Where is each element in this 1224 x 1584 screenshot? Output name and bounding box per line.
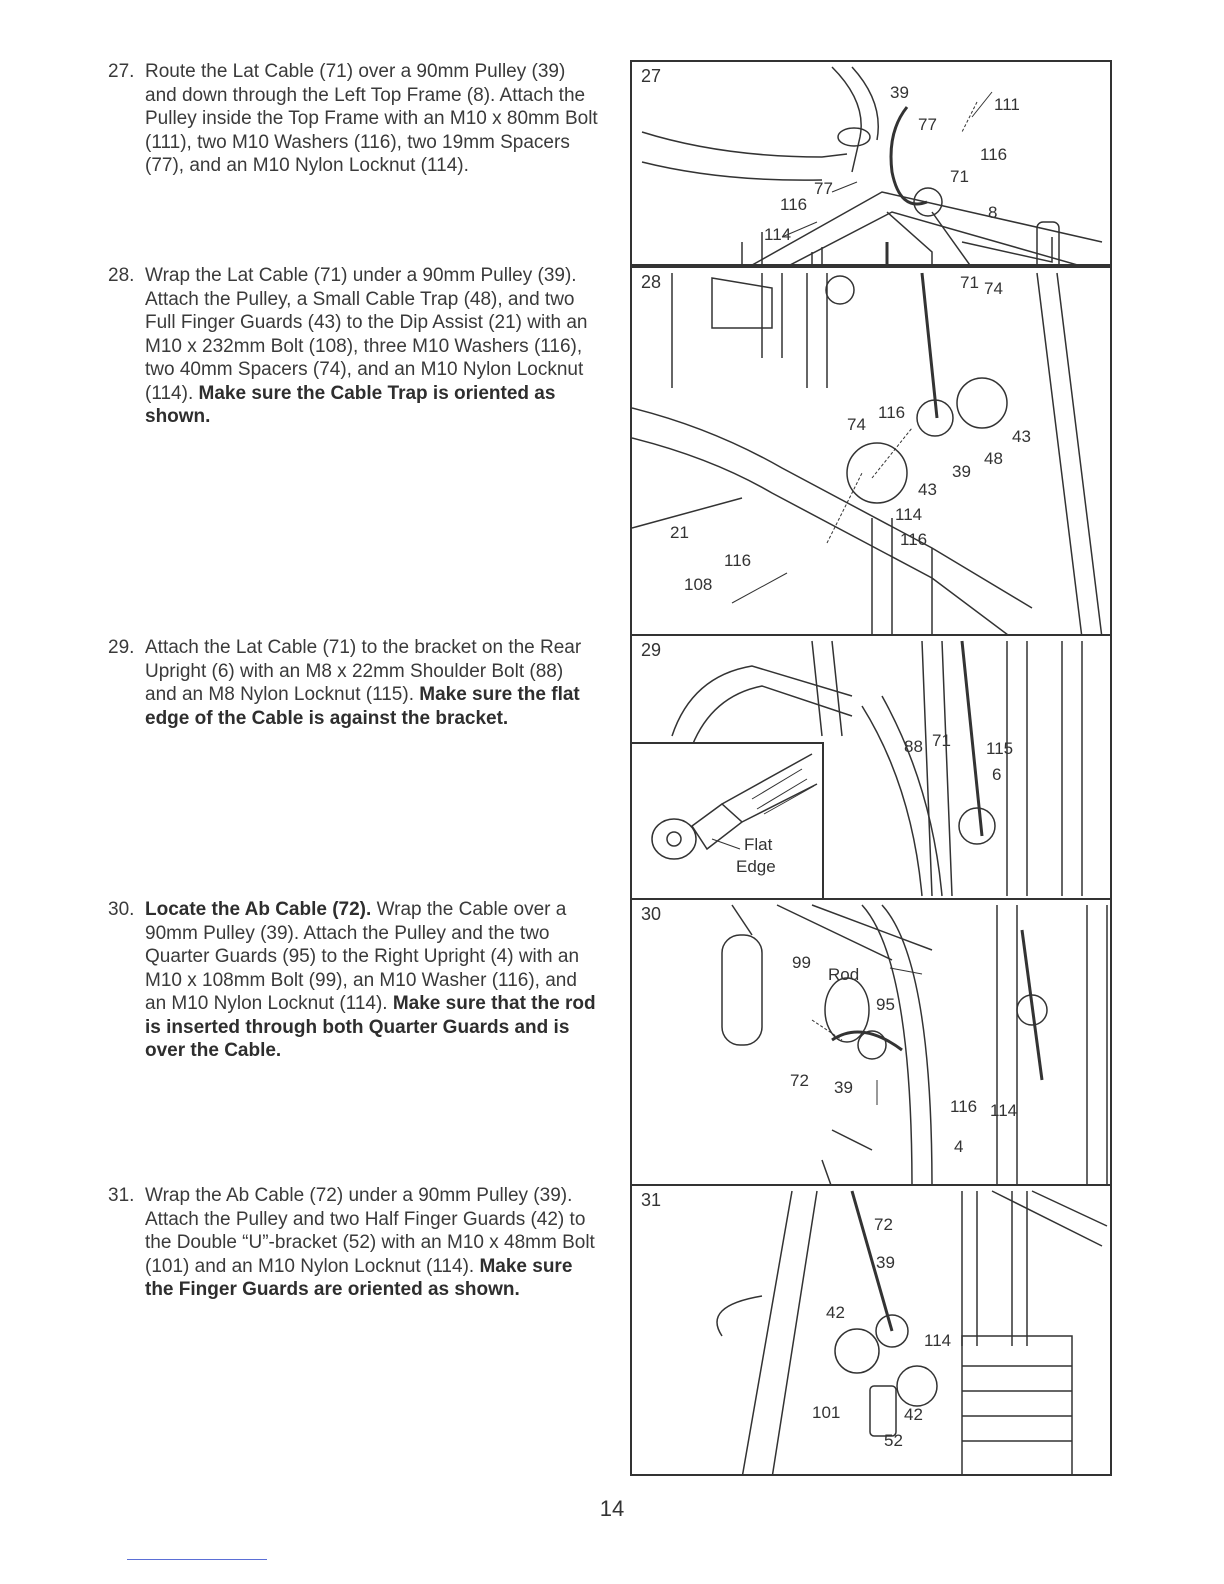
step-text: Wrap the Ab Cable (72) under a 90mm Pulley (39). Attach the Pulley and two Half Finger Guards (42) to the Double “U”-bracket (52) with an M10 x 48mm Bolt (101) and an M10 Nylon Locknut (114). — [145, 1185, 595, 1277]
label: 8 — [988, 203, 998, 222]
label: 111 — [994, 95, 1020, 114]
step-31 — [108, 1184, 598, 1302]
step-warning: Make sure the flat edge of the Cable is against the bracket. — [145, 684, 580, 729]
label: 116 — [878, 403, 906, 422]
label: 72 — [874, 1215, 893, 1234]
step-warning: Make sure the Cable Trap is oriented as shown. — [145, 382, 556, 427]
step-warning: Make sure the Finger Guards are oriented as shown. — [145, 1255, 573, 1300]
label: 77 — [814, 179, 833, 198]
figure-30-illustration — [632, 900, 1112, 1186]
label: 71 — [960, 273, 979, 292]
step-warning: Make sure that the rod is inserted through both Quarter Guards and is over the Cable. — [145, 993, 596, 1061]
figure-31 — [630, 1184, 1112, 1476]
figure-number: 29 — [641, 640, 662, 660]
step-number: 30. — [108, 899, 135, 920]
label: 39 — [952, 462, 971, 481]
page-number: 14 — [599, 1496, 625, 1521]
step-number: 29. — [108, 637, 135, 658]
step-text: Wrap the Lat Cable (71) under a 90mm Pulley (39). Attach the Pulley, a Small Cable Trap (48), and two Full Finger Guards (43) to the Dip Assist (21) with an M10 x 232mm Bolt (108), three M10 Washers (116), two 40mm Spacers (74), and an M10 Nylon Locknut (114). — [145, 265, 588, 404]
figure-30 — [630, 898, 1112, 1186]
label: 114 — [895, 505, 923, 524]
figure-27-illustration — [632, 62, 1112, 266]
step-text: Wrap the Cable over a 90mm Pulley (39). Attach the Pulley and the two Quarter Guards (95) to the Right Upright (4) with an M10 x 108mm Bolt (99), an M10 Washer (116), and an M10 Nylon Locknut (114). — [145, 899, 580, 1014]
label: 116 — [950, 1097, 978, 1116]
figure-number: 31 — [641, 1190, 662, 1210]
label: 74 — [984, 279, 1003, 298]
label: 77 — [918, 115, 937, 134]
label: 88 — [904, 737, 923, 756]
label: 43 — [918, 480, 937, 499]
label: 114 — [990, 1101, 1018, 1120]
figure-number: 27 — [641, 66, 662, 86]
label: 39 — [876, 1253, 895, 1272]
figure-27 — [630, 60, 1112, 266]
label: 116 — [780, 195, 808, 214]
figure-number: 30 — [641, 904, 662, 924]
step-text: Attach the Lat Cable (71) to the bracket on the Rear Upright (6) with an M8 x 22mm Shoulder Bolt (88) and an M8 Nylon Locknut (115). — [145, 637, 582, 705]
label: 114 — [764, 225, 792, 244]
label: 43 — [1012, 427, 1031, 446]
label: 99 — [792, 953, 811, 972]
label: 6 — [992, 765, 1002, 784]
label: 71 — [950, 167, 969, 186]
label: 116 — [900, 530, 928, 549]
step-number: 31. — [108, 1185, 135, 1206]
figure-29 — [630, 634, 1112, 900]
label: 72 — [790, 1071, 809, 1090]
step-number: 27. — [108, 61, 135, 82]
label: 71 — [932, 731, 951, 750]
flat-edge-label: Edge — [736, 857, 776, 876]
label: 116 — [724, 551, 752, 570]
figure-28-illustration — [632, 268, 1112, 636]
label: 101 — [812, 1403, 841, 1422]
step-28 — [108, 264, 598, 429]
label: 114 — [924, 1331, 952, 1350]
label: 21 — [670, 523, 689, 542]
step-text: Route the Lat Cable (71) over a 90mm Pulley (39) and down through the Left Top Frame (8). Attach the Pulley inside the Top Frame with an M10 x 80mm Bolt (111), two M10 Washers (116), two 19mm Spacers (77), and an M10 Nylon Locknut (114). — [145, 61, 598, 176]
step-30 — [108, 898, 598, 1063]
footer-rule — [127, 1559, 267, 1560]
label: 52 — [884, 1431, 903, 1450]
flat-edge-label: Flat — [744, 835, 773, 854]
label: Rod — [828, 965, 860, 984]
step-lead: Locate the Ab Cable (72). — [145, 899, 372, 920]
flat-edge-inset — [632, 742, 824, 898]
label: 108 — [684, 575, 713, 594]
label: 115 — [986, 739, 1014, 758]
step-27 — [108, 60, 598, 178]
step-number: 28. — [108, 265, 135, 286]
label: 42 — [904, 1405, 923, 1424]
label: 48 — [984, 449, 1003, 468]
cable-end-illustration — [632, 744, 822, 898]
step-29 — [108, 636, 598, 730]
label: 39 — [834, 1078, 853, 1097]
label: 95 — [876, 995, 895, 1014]
label: 39 — [890, 83, 909, 102]
label: 4 — [954, 1137, 964, 1156]
figure-28 — [630, 266, 1112, 636]
figure-number: 28 — [641, 272, 662, 292]
label: 116 — [980, 145, 1008, 164]
figure-31-illustration — [632, 1186, 1112, 1476]
label: 74 — [847, 415, 866, 434]
label: 42 — [826, 1303, 845, 1322]
